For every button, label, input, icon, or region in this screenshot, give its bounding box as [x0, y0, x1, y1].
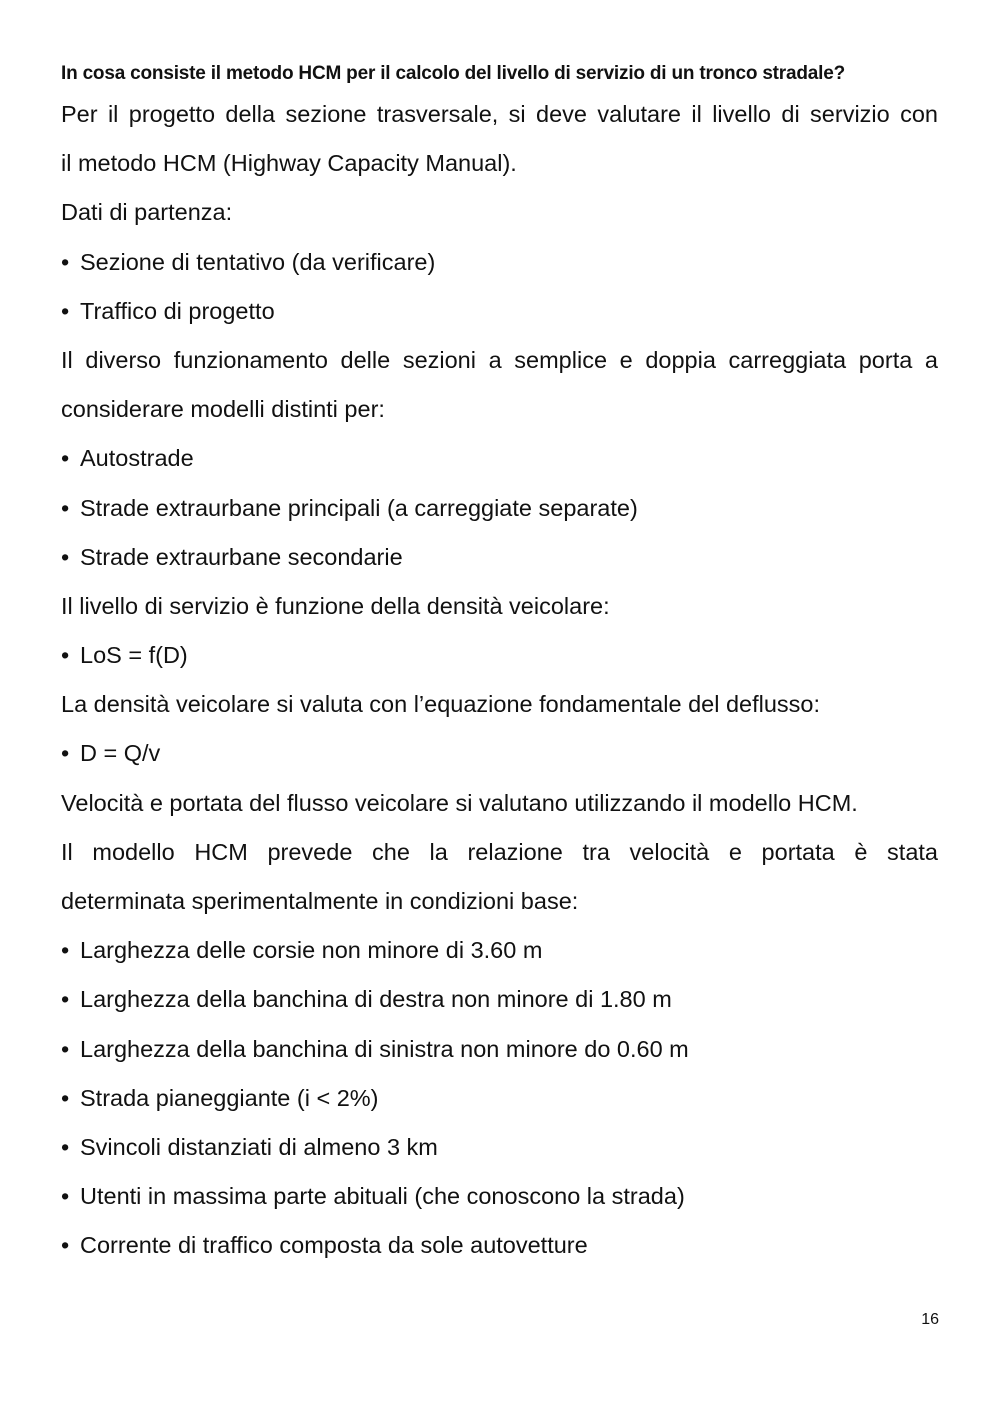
bullet-dot: •: [61, 248, 70, 275]
page-number: 16: [921, 1311, 939, 1328]
bullet-text: Sezione di tentativo (da verificare): [80, 248, 436, 275]
paragraph-line: considerare modelli distinti per:: [61, 396, 385, 423]
paragraph-line: Dati di partenza:: [61, 199, 233, 226]
bullet-text: Larghezza della banchina di sinistra non minore do 0.60 m: [80, 1035, 689, 1062]
bullet-item: [61, 631, 938, 680]
paragraph-line: Il livello di servizio è funzione della densità veicolare:: [61, 592, 610, 619]
paragraph-line: determinata sperimentalmente in condizioni base:: [61, 888, 579, 914]
document-page: [61, 58, 938, 1271]
bullet-item: [61, 287, 938, 336]
paragraph-line: Velocità e portata del flusso veicolare si valutano utilizzando il modello HCM.: [61, 789, 858, 816]
formula-text: LoS = f(D): [80, 642, 188, 669]
bullet-item: [61, 1221, 938, 1270]
bullet-item: [61, 729, 938, 778]
bullet-dot: •: [61, 642, 70, 669]
paragraph-line: Il diverso funzionamento delle sezioni a semplice e doppia carreggiata porta a: [61, 346, 938, 373]
bullet-dot: •: [61, 986, 70, 1013]
bullet-dot: •: [61, 1084, 70, 1111]
bullet-text: Svincoli distanziati di almeno 3 km: [80, 1133, 438, 1160]
bullet-dot: •: [61, 494, 70, 521]
bullet-dot: •: [61, 1232, 70, 1259]
bullet-item: [61, 484, 938, 533]
bullet-text: Strade extraurbane secondarie: [80, 543, 403, 570]
bullet-item: [61, 533, 938, 582]
bullet-dot: •: [61, 1133, 70, 1160]
bullet-dot: •: [61, 445, 70, 472]
bullet-dot: •: [61, 297, 70, 324]
bullet-item: [61, 1025, 938, 1074]
formula-text: D = Q/v: [80, 740, 161, 767]
paragraph-line: Il modello HCM prevede che la relazione tra velocità e portata è stata: [61, 838, 938, 865]
bullet-item: [61, 1172, 938, 1221]
bullet-text: Corrente di traffico composta da sole autovetture: [80, 1232, 588, 1259]
bullet-dot: •: [61, 937, 70, 964]
bullet-dot: •: [61, 1035, 70, 1062]
bullet-text: Autostrade: [80, 445, 194, 472]
bullet-dot: •: [61, 740, 70, 767]
paragraph-line: La densità veicolare si valuta con l’equazione fondamentale del deflusso:: [61, 691, 821, 718]
bullet-text: Traffico di progetto: [80, 297, 275, 324]
bullet-text: Strada pianeggiante (i < 2%): [80, 1084, 379, 1111]
bullet-item: [61, 1074, 938, 1123]
bullet-item: [61, 975, 938, 1024]
bullet-item: [61, 434, 938, 483]
bullet-text: Utenti in massima parte abituali (che conoscono la strada): [80, 1183, 685, 1210]
paragraph-line: Per il progetto della sezione trasversale, si deve valutare il livello di servizio con: [61, 101, 938, 127]
paragraph-line: il metodo HCM (Highway Capacity Manual).: [61, 150, 517, 177]
bullet-item: [61, 238, 938, 287]
bullet-dot: •: [61, 1183, 70, 1210]
bullet-text: Larghezza delle corsie non minore di 3.60 m: [80, 937, 543, 964]
bullet-item: [61, 1123, 938, 1172]
question-heading: In cosa consiste il metodo HCM per il calcolo del livello di servizio di un tronco stradale?: [61, 63, 845, 84]
bullet-text: Strade extraurbane principali (a carreggiate separate): [80, 494, 638, 521]
bullet-dot: •: [61, 543, 70, 570]
bullet-text: Larghezza della banchina di destra non minore di 1.80 m: [80, 986, 672, 1013]
bullet-item: [61, 926, 938, 975]
